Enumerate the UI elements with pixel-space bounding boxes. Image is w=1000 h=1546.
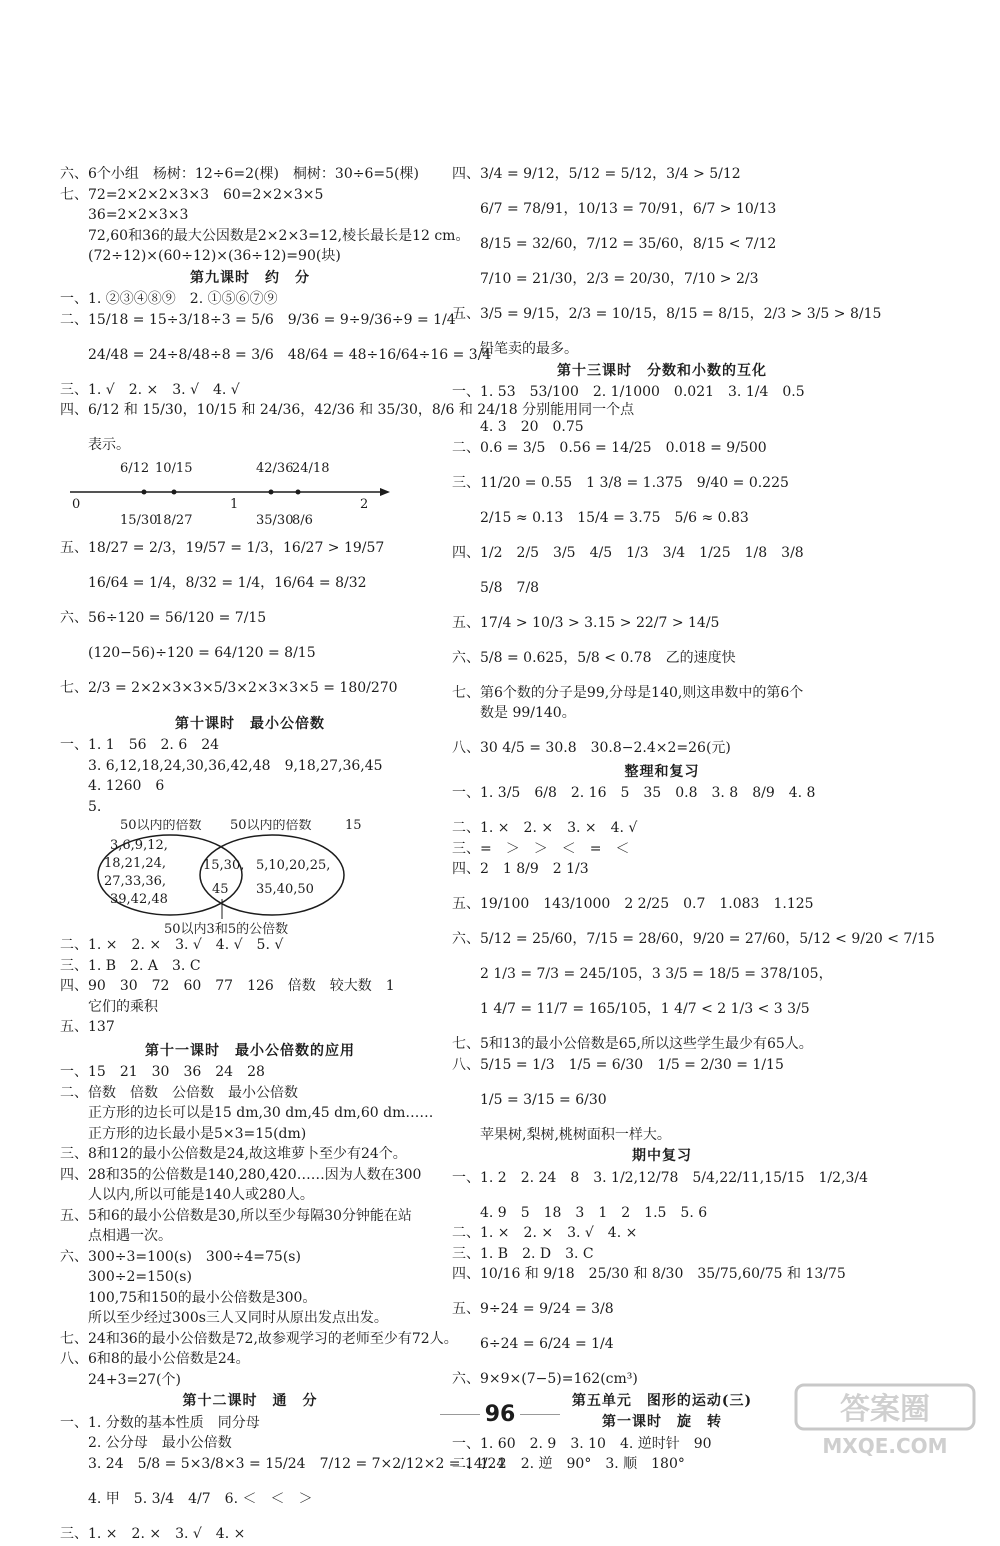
venn-right-numbers: 5,10,20,25, [256, 858, 331, 873]
answer-line: 6÷24 = 6/24 = 1/4 [452, 1336, 614, 1352]
answer-line: 正方形的边长可以是15 dm,30 dm,45 dm,60 dm…… [60, 1105, 434, 1121]
answer-line: 三、= ＞ ＞ ＜ = ＜ [452, 840, 630, 857]
answer-line: 苹果树,梨树,桃树面积一样大。 [452, 1126, 671, 1143]
nl-tick-label: 2 [360, 496, 369, 512]
answer-line: 一、1. ②③④⑧⑨ 2. ①⑤⑥⑦⑨ [60, 291, 278, 307]
answer-line: 6/7 = 78/91，10/13 = 70/91，6/7 > 10/13 [452, 201, 777, 217]
answer-line: 1/5 = 3/15 = 6/30 [452, 1091, 607, 1108]
answer-line: 七、2/3 = 2×2×3×3×5/3×2×3×3×5 = 180/270 [60, 679, 398, 696]
answer-line: 六、5/12 = 25/60，7/15 = 28/60，9/20 = 27/60，5/12 < 9/20 < 7/15 [452, 931, 935, 947]
answer-line: 1 4/7 = 11/7 = 165/105，1 4/7 < 2 1/3 < 3 3/5 [452, 1001, 810, 1017]
answer-line: 四、10/16 和 9/18 25/30 和 8/30 35/75,60/75 和 13/75 [452, 1266, 846, 1282]
answer-line: 一、1. 2 2. 24 8 3. 1/2,12/78 5/4,22/11,15/15 1/2,3/4 [452, 1169, 869, 1186]
answer-line: 一、1. 53 53/100 2. 1/1000 0.021 3. 1/4 0.5 [452, 384, 805, 400]
section-heading: 第十二课时 通 分 [182, 1393, 318, 1409]
nl-tick-label: 0 [72, 496, 81, 512]
answer-line: 四、2 1 8/9 2 1/3 [452, 861, 589, 877]
answer-line: 100,75和150的最小公倍数是300。 [60, 1289, 317, 1306]
nl-point [172, 489, 177, 494]
answer-line: 正方形的边长最小是5×3=15(dm) [60, 1125, 307, 1142]
answer-line: (120−56)÷120 = 64/120 = 8/15 [60, 644, 316, 661]
answer-line: 五、9÷24 = 9/24 = 3/8 [452, 1301, 614, 1317]
nl-point [296, 489, 301, 494]
answer-line: 四、6/12 和 15/30，10/15 和 24/36，42/36 和 35/30，8/6 和 24/18 分别能用同一个点 [60, 402, 635, 418]
answer-line: (72÷12)×(60÷12)×(36÷12)=90(块) [60, 248, 341, 264]
answer-line: 五、5和6的最小公倍数是30,所以至少每隔30分钟能在站 [60, 1207, 412, 1224]
section-heading: 第九课时 约 分 [190, 269, 310, 286]
venn-left-numbers: 3,6,9,12, [110, 838, 168, 853]
answer-line: 三、11/20 = 0.55 1 3/8 = 1.375 9/40 = 0.225 [452, 474, 789, 491]
venn-left-numbers: 39,42,48 [110, 892, 168, 907]
answer-line: 4. 9 5 18 3 1 2 1.5 5. 6 [452, 1204, 708, 1221]
answer-line: 二、15/18 = 15÷3/18÷3 = 5/6 9/36 = 9÷9/36÷9 = 1/4 [60, 311, 456, 328]
answer-line: 一、1. 3/5 6/8 2. 16 5 35 0.8 3. 8 8/9 4. 8 [452, 785, 816, 801]
answer-line: 五、3/5 = 9/15，2/3 = 10/15，8/15 = 8/15，2/3 > 3/5 > 8/15 [452, 306, 882, 322]
watermark-url: MXQE.COM [822, 1434, 948, 1458]
answer-line: 二、倍数 倍数 公倍数 最小公倍数 [60, 1084, 298, 1101]
answer-line: 3. 6,12,18,24,30,36,42,48 9,18,27,36,45 [60, 757, 383, 774]
answer-line: 一、15 21 30 36 24 28 [60, 1064, 265, 1080]
answer-line: 三、8和12的最小公倍数是24,故这堆萝卜至少有24个。 [60, 1146, 407, 1162]
section-heading: 第十三课时 分数和小数的互化 [557, 362, 767, 379]
answer-line: 八、5/15 = 1/3 1/5 = 6/30 1/5 = 2/30 = 1/15 [452, 1056, 784, 1073]
answer-line: 铅笔卖的最多。 [452, 341, 578, 357]
venn-left-numbers: 27,33,36, [104, 874, 167, 889]
venn-left-label: 50以内的倍数 [120, 819, 202, 833]
venn-middle-numbers: 45 [212, 882, 229, 897]
nl-bottom-fraction: 15/30 [120, 512, 158, 528]
section-heading: 整理和复习 [624, 763, 700, 780]
answer-line: 二、0.6 = 3/5 0.56 = 14/25 0.018 = 9/500 [452, 439, 767, 456]
nl-top-fraction: 42/36 [256, 460, 294, 476]
answer-line: 四、28和35的公倍数是140,280,420……因为人数在300 [60, 1166, 422, 1183]
arrow-icon [380, 488, 390, 496]
venn-caption: 50以内3和5的公倍数 [164, 922, 289, 937]
answer-line: 72,60和36的最大公因数是2×2×3=12,棱长最长是12 cm。 [60, 227, 470, 244]
answer-line: 五、137 [60, 1019, 115, 1035]
answer-line: 它们的乘积 [60, 998, 158, 1015]
number-line-diagram [60, 458, 440, 540]
answer-line: 五、19/100 143/1000 2 2/25 0.7 1.083 1.125 [452, 896, 814, 912]
section-heading: 第五单元 图形的运动(三) [571, 1392, 753, 1409]
answer-line: 2 1/3 = 7/3 = 245/105，3 3/5 = 18/5 = 378/105， [452, 966, 833, 982]
nl-bottom-fraction: 35/30 [256, 512, 294, 528]
answer-line: 三、1. B 2. A 3. C [60, 957, 201, 974]
answer-line: 四、1/2 2/5 3/5 4/5 1/3 3/4 1/25 1/8 3/8 [452, 544, 804, 561]
page-number-rule-right [520, 1414, 560, 1415]
answer-line: 五、18/27 = 2/3，19/57 = 1/3，16/27 > 19/57 [60, 539, 385, 556]
answer-line: 一、1. 1 56 2. 6 24 [60, 737, 220, 753]
answer-line: 4. 甲 5. 3/4 4/7 6. ＜ ＜ ＞ [60, 1490, 313, 1507]
section-heading: 第十一课时 最小公倍数的应用 [145, 1042, 355, 1059]
answer-line: 四、90 30 72 60 77 126 倍数 较大数 1 [60, 978, 395, 994]
page-number: 96 [484, 1402, 516, 1427]
answer-line: 24/48 = 24÷8/48÷8 = 3/6 48/64 = 48÷16/64÷16 = 3/4 [60, 346, 492, 363]
answer-line: 人以内,所以可能是140人或280人。 [60, 1187, 314, 1203]
nl-top-fraction: 10/15 [155, 460, 193, 476]
section-heading: 期中复习 [632, 1148, 692, 1164]
answer-line: 一、1. 分数的基本性质 同分母 [60, 1414, 260, 1431]
answer-line: 五、17/4 > 10/3 > 3.15 > 22/7 > 14/5 [452, 614, 720, 631]
section-heading: 第一课时 旋 转 [602, 1414, 722, 1430]
section-heading: 第十课时 最小公倍数 [175, 715, 325, 732]
answer-line: 六、5/8 = 0.625，5/8 < 0.78 乙的速度快 [452, 649, 736, 666]
answer-line: 三、1. √ 2. × 3. √ 4. √ [60, 381, 240, 398]
answer-line: 七、5和13的最小公倍数是65,所以这些学生最少有65人。 [452, 1036, 813, 1052]
answer-line: 3. 24 5/8 = 5×3/8×3 = 15/24 7/12 = 7×2/12×2 = 14/24 [60, 1455, 506, 1472]
answer-line: 2/15 ≈ 0.13 15/4 = 3.75 5/6 ≈ 0.83 [452, 509, 749, 526]
answer-line: 36=2×2×3×3 [60, 207, 189, 223]
answer-line: 4. 1260 6 [60, 778, 165, 794]
answer-line: 二、1. 2 2. 逆 90° 3. 顺 180° [452, 1456, 685, 1472]
answer-line: 七、第6个数的分子是99,分母是140,则这串数中的第6个 [452, 684, 804, 701]
venn-extra-number: 15 [345, 819, 362, 833]
answer-line: 5/8 7/8 [452, 579, 540, 596]
nl-bottom-fraction: 18/27 [155, 512, 193, 528]
answer-line: 二、1. × 2. × 3. √ 4. × [452, 1225, 638, 1241]
answer-line: 8/15 = 32/60，7/12 = 35/60，8/15 < 7/12 [452, 236, 777, 252]
venn-right-numbers: 35,40,50 [256, 882, 314, 897]
nl-point [269, 489, 274, 494]
venn-left-numbers: 18,21,24, [104, 856, 167, 871]
venn-middle-numbers: 15,30, [203, 858, 245, 873]
watermark-logo [790, 1381, 980, 1459]
venn-diagram [60, 819, 440, 937]
answer-line: 六、9×9×(7−5)=162(cm³) [452, 1371, 638, 1387]
answer-line: 二、1. × 2. × 3. × 4. √ [452, 820, 638, 836]
answer-line: 24+3=27(个) [60, 1371, 181, 1388]
answer-line: 七、24和36的最小公倍数是72,故参观学习的老师至少有72人。 [60, 1330, 458, 1347]
answer-line: 一、1. 60 2. 9 3. 10 4. 逆时针 90 [452, 1435, 712, 1452]
answer-line: 点相遇一次。 [60, 1228, 172, 1244]
answer-line: 2. 公分母 最小公倍数 [60, 1435, 232, 1451]
answer-line: 七、72=2×2×2×3×3 60=2×2×3×5 [60, 186, 324, 203]
venn-right-label: 50以内的倍数 [230, 819, 312, 833]
answer-line: 六、56÷120 = 56/120 = 7/15 [60, 609, 267, 626]
nl-bottom-fraction: 8/6 [292, 512, 313, 528]
answer-line: 四、3/4 = 9/12，5/12 = 5/12，3/4 > 5/12 [452, 166, 741, 182]
answer-line: 六、6个小组 杨树：12÷6=2(棵) 桐树：30÷6=5(棵) [60, 166, 419, 182]
answer-line: 二、1. × 2. × 3. √ 4. √ 5. √ [60, 937, 284, 953]
nl-top-fraction: 24/18 [292, 460, 330, 476]
nl-point [142, 489, 147, 494]
answer-line: 八、30 4/5 = 30.8 30.8−2.4×2=26(元) [452, 740, 731, 756]
nl-top-fraction: 6/12 [120, 460, 150, 476]
answer-line: 所以至少经过300s三人又同时从原出发点出发。 [60, 1310, 388, 1326]
nl-tick-label: 1 [230, 496, 239, 512]
answer-line: 7/10 = 21/30，2/3 = 20/30，7/10 > 2/3 [452, 271, 759, 287]
answer-line: 5. [60, 798, 102, 815]
answer-line: 16/64 = 1/4，8/32 = 1/4，16/64 = 8/32 [60, 574, 367, 591]
answer-line: 六、300÷3=100(s) 300÷4=75(s) [60, 1248, 301, 1265]
answer-line: 三、1. B 2. D 3. C [452, 1245, 594, 1262]
answer-line: 表示。 [60, 437, 130, 453]
answer-line: 数是 99/140。 [452, 705, 576, 721]
answer-line: 八、6和8的最小公倍数是24。 [60, 1351, 250, 1367]
answer-line: 4. 3 20 0.75 [452, 419, 584, 435]
watermark-title: 答案圈 [840, 1392, 930, 1427]
answer-line: 300÷2=150(s) [60, 1269, 192, 1285]
answer-line: 三、1. × 2. × 3. √ 4. × [60, 1525, 246, 1542]
